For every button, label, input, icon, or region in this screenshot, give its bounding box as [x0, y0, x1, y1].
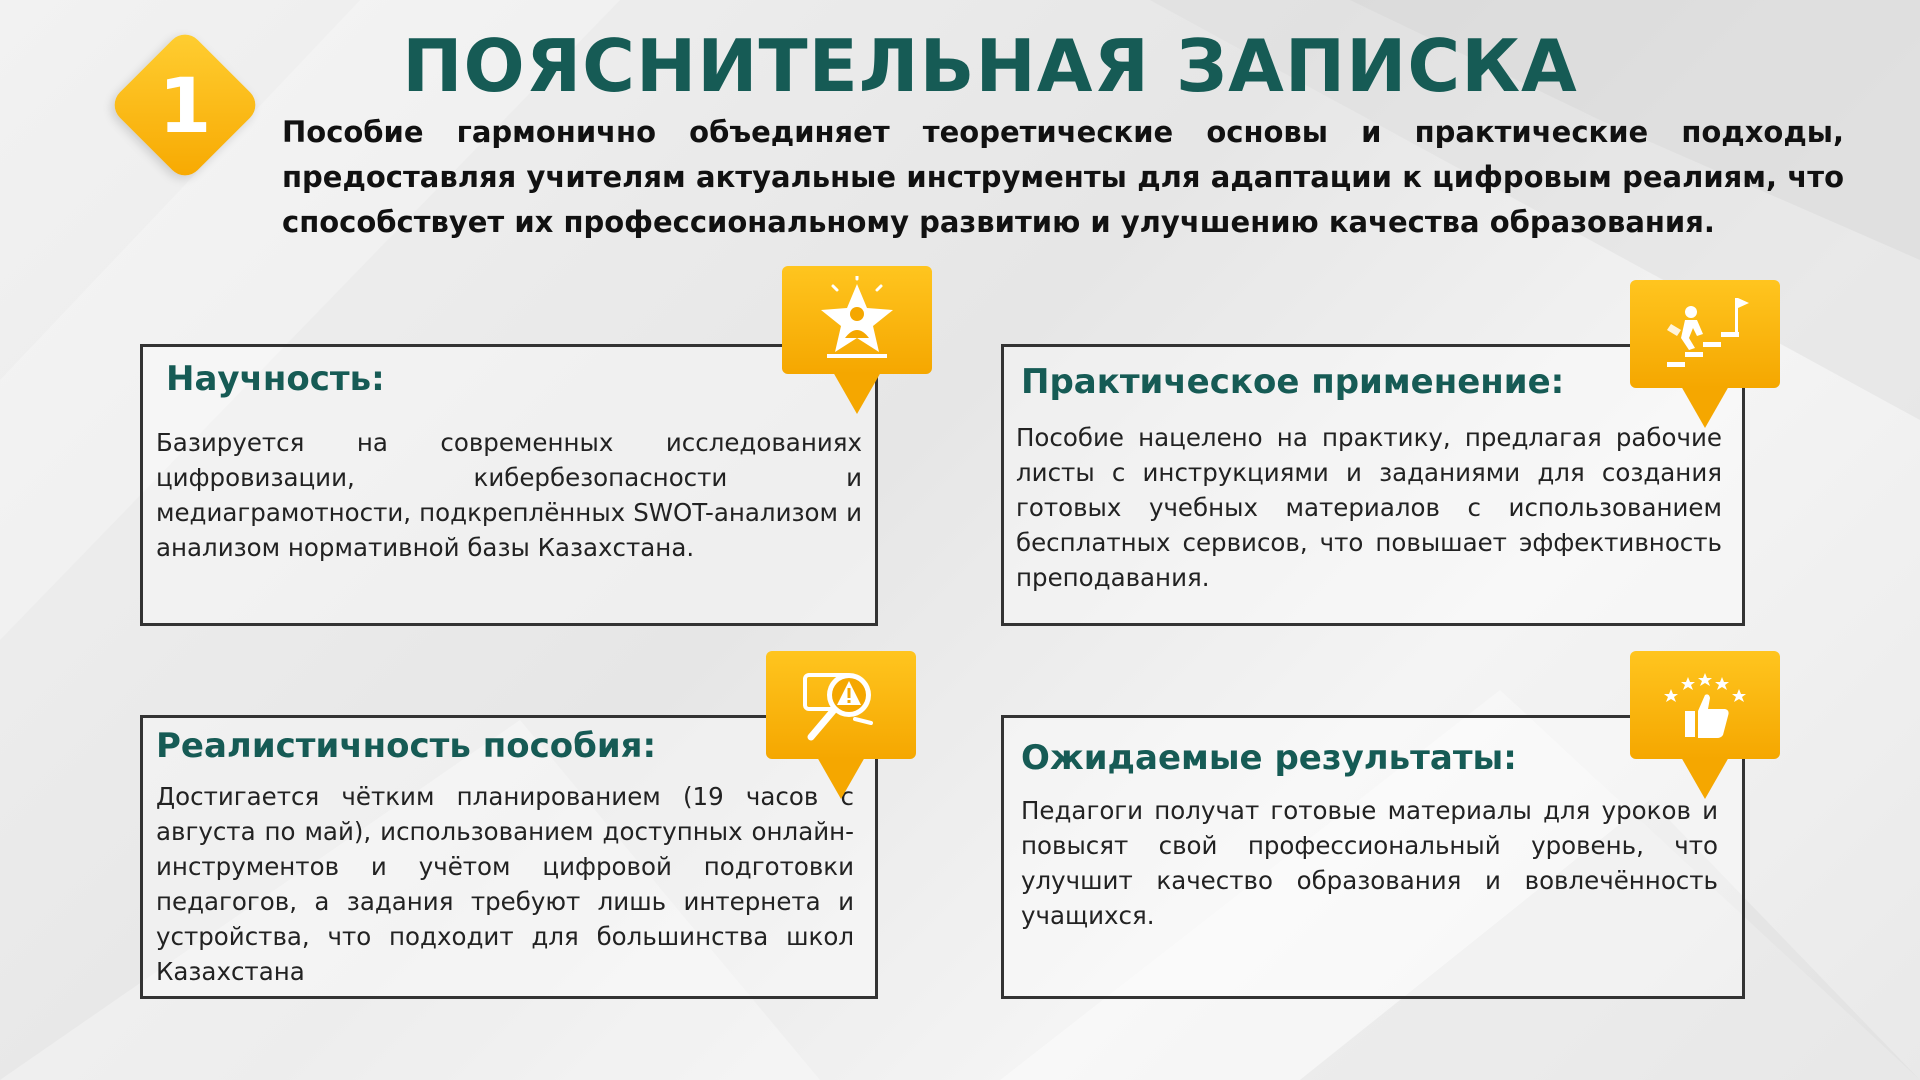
card-results-title: Ожидаемые результаты:: [1021, 738, 1517, 778]
thumbs-up-stars-icon: [1661, 661, 1749, 749]
star-person-icon: [813, 276, 901, 364]
intro-paragraph: Пособие гармонично объединяет теоретические основы и практические подходы, предоставляя учителям актуальные инструменты для адаптации к цифровым реалиям, что способствует их профессиональному развитию и улучшению качества образования.: [282, 115, 1844, 239]
card-results-text: Педагоги получат готовые материалы для уроков и повысят свой профессиональный уровень, что улучшит качество образования и вовлечённость учащихся.: [1021, 796, 1718, 930]
page-title: ПОЯСНИТЕЛЬНАЯ ЗАПИСКА: [402, 24, 1578, 108]
card-scientific-text: Базируется на современных исследованиях цифровизации, кибербезопасности и медиаграмотности, подкреплённых SWOT-анализом и анализом нормативной базы Казахстана.: [156, 428, 862, 562]
badge-number: 1: [158, 60, 212, 150]
card-scientific-title: Научность:: [166, 359, 385, 399]
card-scientific-icon-box: [782, 266, 932, 374]
card-realism-title: Реалистичность пособия:: [156, 726, 657, 766]
card-realism-text: Достигается чётким планированием (19 часов с августа по май), использованием доступных онлайн-инструментов и учётом цифровой подготовки педагогов, а задания требуют лишь интернета и устройства, что подходит для большинства школ Казахстана: [156, 782, 854, 986]
card-practical-title: Практическое применение:: [1021, 362, 1565, 402]
card-practical-icon-box: [1630, 280, 1780, 388]
stairs-goal-icon: [1661, 290, 1749, 378]
card-realism-icon-box: [766, 651, 916, 759]
section-number-badge: [108, 28, 262, 182]
search-warning-icon: [797, 661, 885, 749]
card-practical-text: Пособие нацелено на практику, предлагая рабочие листы с инструкциями и заданиями для создания готовых учебных материалов с использованием бесплатных сервисов, что повышает эффективность преподавания.: [1016, 423, 1722, 592]
card-results-icon-box: [1630, 651, 1780, 759]
